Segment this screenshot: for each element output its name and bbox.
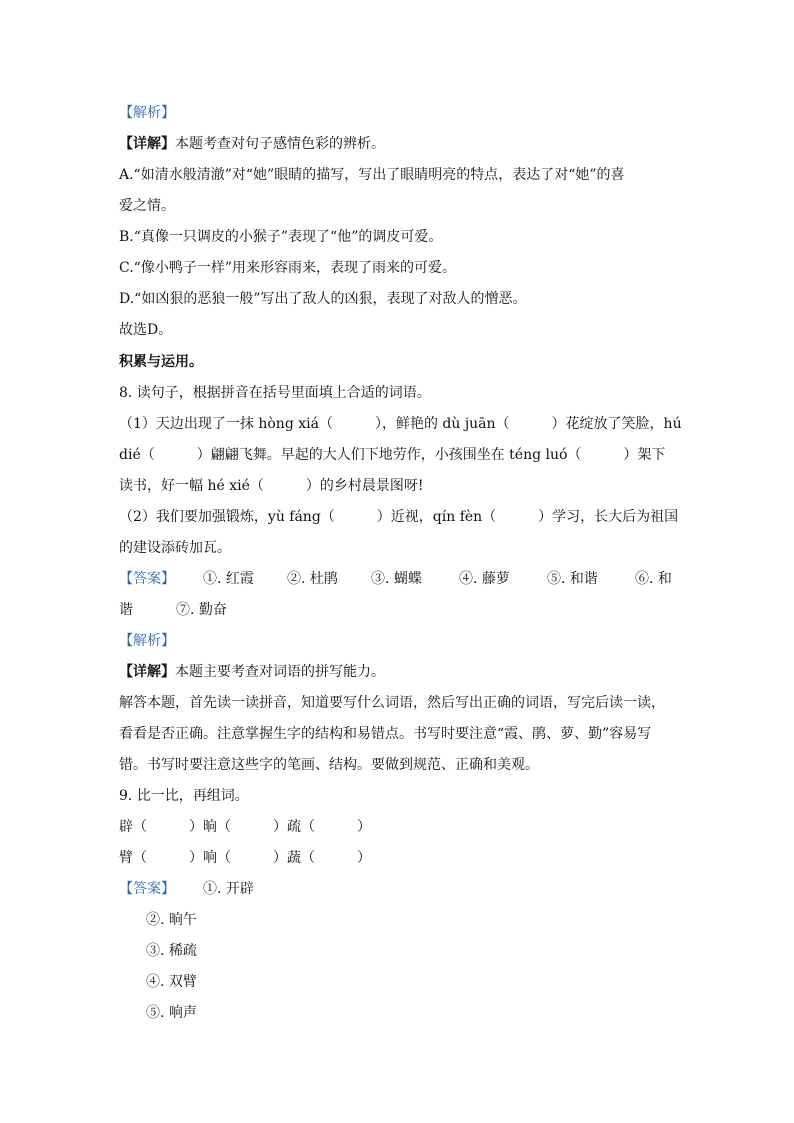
q8-answer-5: ⑤. 和谐 [547, 571, 598, 587]
detail-tag: 【详解】 [119, 136, 175, 152]
q8-sentence2-line1: （2）我们要加强锻炼，yù fáng（ ）近视，qín fèn（ ）学习，长大后为祖国 [119, 509, 679, 525]
q8-sentence1-line2: dié（ ）翩翩飞舞。早起的大人们下地劳作，小孩围坐在 téng luó（ ）架下 [119, 447, 666, 463]
q9-answer-2: ②. 晌午 [146, 912, 197, 928]
option-b: B.“真像一只调皮的小猴子”表现了“他”的调皮可爱。 [119, 229, 443, 245]
q8-answer-7: ⑦. 勤奋 [176, 602, 227, 618]
section-title: 积累与运用。 [119, 354, 203, 370]
q9-answer-tag: 【答案】 [119, 881, 175, 897]
option-a-line1: A.“如清水般清澈”对“她”眼睛的描写，写出了眼睛明亮的特点，表达了对“她”的喜 [119, 167, 625, 183]
option-c: C.“像小鸭子一样”用来形容雨来，表现了雨来的可爱。 [119, 260, 456, 276]
detail-text: 本题考查对句子感情色彩的辨析。 [175, 136, 385, 152]
choice-conclusion: 故选D。 [119, 322, 173, 338]
q8-sentence1-line3: 读书，好一幅 hé xié（ ）的乡村晨景图呀! [119, 478, 424, 494]
option-a-line2: 爱之情。 [119, 198, 175, 214]
question-8-stem: 8. 读句子，根据拼音在括号里面填上合适的词语。 [119, 385, 431, 401]
q8-analysis-tag: 【解析】 [119, 633, 175, 649]
q8-detail-tag: 【详解】 [119, 664, 175, 680]
q8-explain-line3: 错。书写时要注意这些字的笔画、结构。要做到规范、正确和美观。 [119, 757, 539, 773]
q9-row1: 辟（ ）晌（ ）疏（ ） [119, 819, 371, 835]
q9-answer-5: ⑤. 响声 [146, 1005, 197, 1021]
q8-answer-3: ③. 蝴蝶 [371, 571, 422, 587]
q8-answer-6-cont: 谐 [119, 602, 133, 618]
q8-explain-line2: 看看是否正确。注意掌握生字的结构和易错点。书写时要注意“霞、鹃、萝、勤”容易写 [119, 726, 652, 742]
q8-sentence2-line2: 的建设添砖加瓦。 [119, 540, 231, 556]
q9-answer-4: ④. 双臂 [146, 974, 197, 990]
q9-answer-1: ①. 开辟 [203, 881, 254, 897]
q8-answer-6: ⑥. 和 [635, 571, 672, 587]
question-9-stem: 9. 比一比，再组词。 [119, 788, 249, 804]
q8-answer-4: ④. 藤萝 [459, 571, 510, 587]
option-d: D.“如凶狠的恶狼一般”写出了敌人的凶狠，表现了对敌人的憎恶。 [119, 291, 527, 307]
q9-answer-3: ③. 稀疏 [146, 943, 197, 959]
q8-answer-tag: 【答案】 [119, 571, 175, 587]
q8-answer-1: ①. 红霞 [203, 571, 254, 587]
q8-answer-2: ②. 杜鹃 [287, 571, 338, 587]
q8-sentence1-line1: （1）天边出现了一抹 hòng xiá（ ），鲜艳的 dù juān（ ）花绽放了笑脸，hú [119, 416, 682, 432]
q9-row2: 臂（ ）响（ ）蔬（ ） [119, 850, 371, 866]
q8-detail-text: 本题主要考查对词语的拼写能力。 [175, 664, 385, 680]
detail-paragraph [119, 134, 679, 154]
analysis-tag: 【解析】 [119, 105, 175, 121]
q8-explain-line1: 解答本题，首先读一读拼音，知道要写什么词语，然后写出正确的词语，写完后读一读， [119, 695, 665, 711]
q8-detail-paragraph [119, 662, 679, 682]
